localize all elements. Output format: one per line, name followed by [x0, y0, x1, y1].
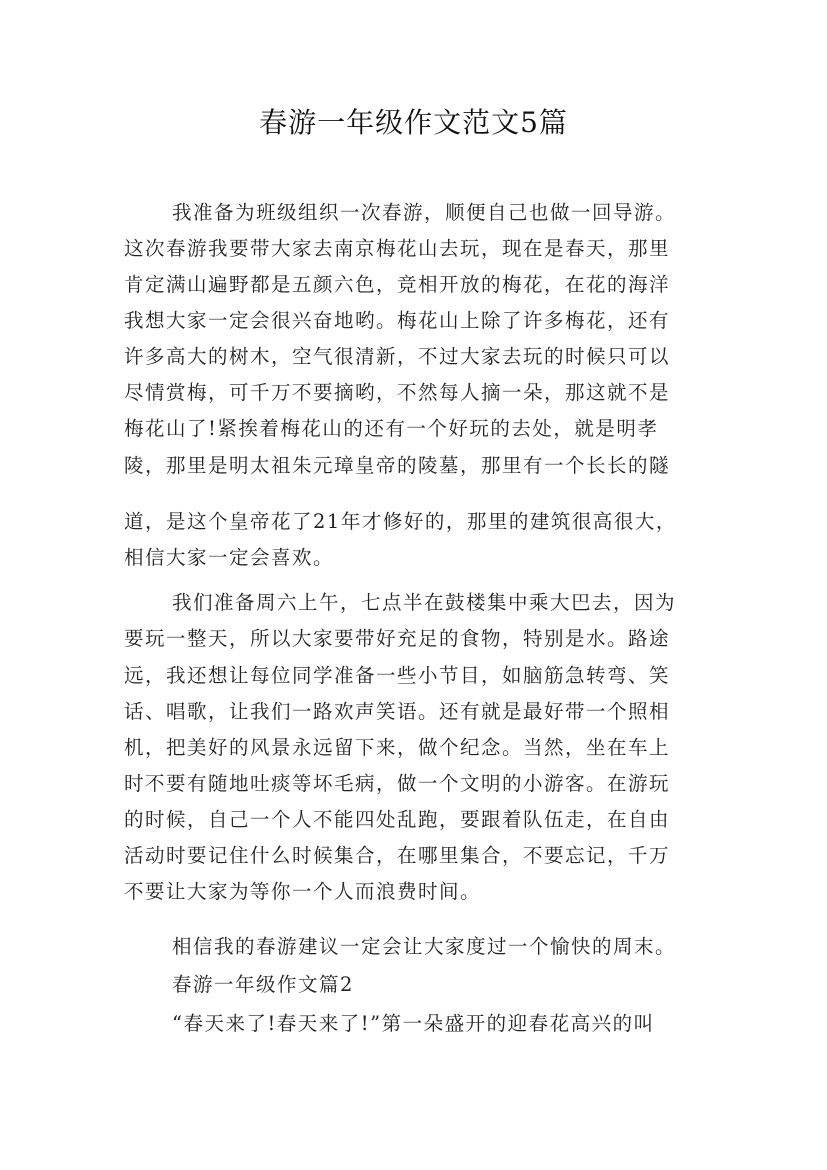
paragraph-2-line-4: 话、唱歌，让我们一路欢声笑语。还有就是最好带一个照相 [124, 700, 671, 723]
paragraph-2-line-1: 我们准备周六上午，七点半在鼓楼集中乘大巴去，因为 [172, 591, 677, 614]
paragraph-2-line-8: 活动时要记住什么时候集合，在哪里集合，不要忘记，千万 [124, 844, 671, 867]
paragraph-2-line-7: 的时候，自己一个人不能四处乱跑，要跟着队伍走，在自由 [124, 808, 671, 831]
paragraph-2-line-6: 时不要有随地吐痰等坏毛病，做一个文明的小游客。在游玩 [124, 772, 671, 795]
paragraph-2-line-9: 不要让大家为等你一个人而浪费时间。 [124, 880, 482, 903]
paragraph-1-line-8: 陵，那里是明太祖朱元璋皇帝的陵墓，那里有一个长长的隧 [124, 454, 671, 477]
paragraph-3-line-1: 相信我的春游建议一定会让大家度过一个愉快的周末。 [172, 935, 677, 958]
paragraph-2-line-2: 要玩一整天，所以大家要带好充足的食物，特别是水。路途 [124, 627, 671, 650]
paragraph-2-line-3: 远，我还想让每位同学准备一些小节目，如脑筋急转弯、笑 [124, 664, 671, 687]
paragraph-1-line-2: 这次春游我要带大家去南京梅花山去玩，现在是春天，那里 [124, 237, 671, 260]
paragraph-1-line-7: 梅花山了!紧挨着梅花山的还有一个好玩的去处，就是明孝 [124, 417, 659, 440]
document-title: 春游一年级作文范文5篇 [259, 106, 568, 139]
paragraph-1-line-3: 肯定满山遍野都是五颜六色，竞相开放的梅花，在花的海洋 [124, 273, 671, 296]
paragraph-1-line-1: 我准备为班级组织一次春游，顺便自己也做一回导游。 [172, 201, 677, 224]
section-heading: 春游一年级作文篇2 [172, 973, 354, 996]
paragraph-1-line-4: 我想大家一定会很兴奋地哟。梅花山上除了许多梅花，还有 [124, 309, 671, 332]
paragraph-1-line-9: 道，是这个皇帝花了21年才修好的，那里的建筑很高很大， [124, 510, 677, 533]
paragraph-1-line-6: 尽情赏梅，可千万不要摘哟，不然每人摘一朵，那这就不是 [124, 381, 671, 404]
paragraph-2-line-5: 机，把美好的风景永远留下来，做个纪念。当然，坐在车上 [124, 736, 671, 759]
paragraph-4-line-1: “春天来了!春天来了!”第一朵盛开的迎春花高兴的叫 [172, 1012, 655, 1035]
paragraph-1-line-5: 许多高大的树木，空气很清新，不过大家去玩的时候只可以 [124, 345, 671, 368]
paragraph-1-line-10: 相信大家一定会喜欢。 [124, 546, 335, 569]
